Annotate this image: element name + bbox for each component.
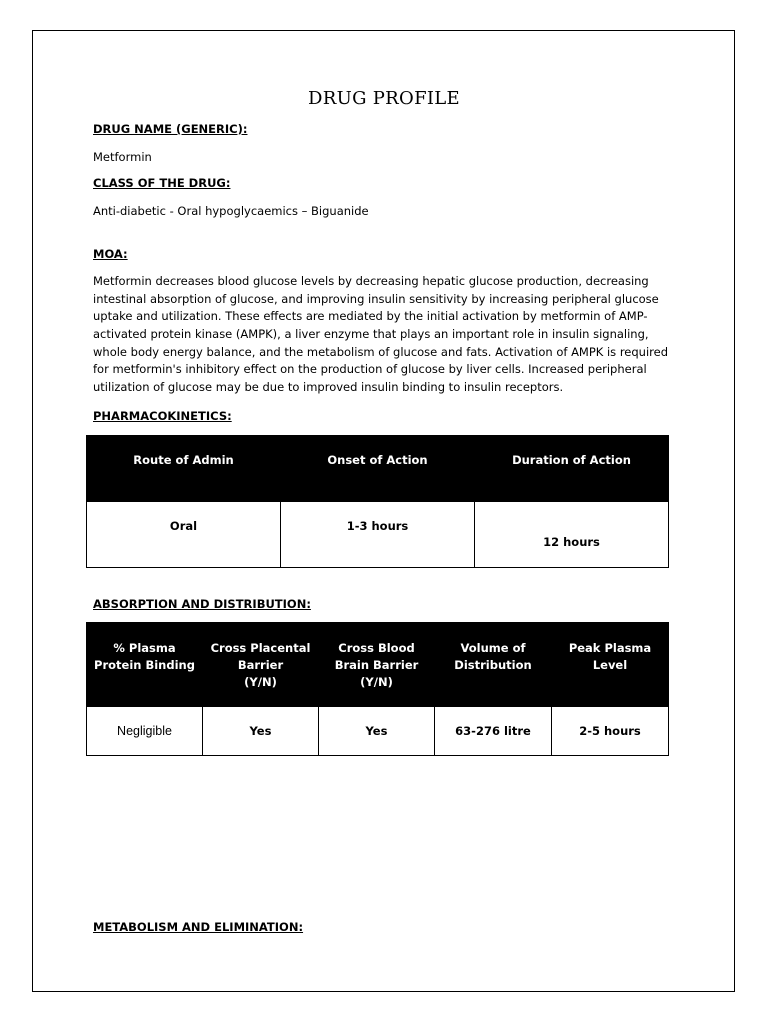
absorption-table [86,622,669,756]
moa-line: Metformin decreases blood glucose levels by decreasing hepatic glucose production, decreasing [93,274,649,288]
header-cross-placental-barrier: Cross Placental Barrier (Y/N) [203,623,319,707]
moa-heading: MOA: [93,247,128,261]
header-route-of-admin: Route of Admin [87,436,281,502]
header-onset-of-action: Onset of Action [281,436,475,502]
metabolism-heading: METABOLISM AND ELIMINATION: [93,920,304,934]
table-header-row [87,623,669,707]
moa-line: utilization of glucose may be due to improved insulin binding to insulin receptors. [93,380,564,395]
table-row [87,707,669,756]
drug-class-heading: CLASS OF THE DRUG: [93,176,231,190]
header-plasma-protein-binding: % Plasma Protein Binding [87,623,203,707]
page-title: DRUG PROFILE [308,88,460,109]
moa-line: whole body energy balance, and the metabolism of glucose and fats. Activation of AMPK is required [93,344,669,359]
table-header-row [87,436,669,502]
cell-peak-plasma: 2-5 hours [552,707,669,756]
moa-paragraph [93,273,673,397]
pharmacokinetics-table [86,435,669,568]
cell-volume: 63-276 litre [435,707,552,756]
header-cross-blood-brain-barrier: Cross Blood Brain Barrier (Y/N) [319,623,435,707]
moa-line: activated protein kinase (AMPK), a liver enzyme that plays an important role in insulin signaling, [93,327,649,342]
absorption-heading: ABSORPTION AND DISTRIBUTION: [93,597,311,611]
cell-protein-binding: Negligible [87,707,203,756]
moa-line: intestinal absorption of glucose, and improving insulin sensitivity by increasing peripheral glucose [93,291,659,306]
moa-line: uptake and utilization. These effects are mediated by the initial activation by metformin of AMP- [93,309,648,324]
table-row [87,502,669,568]
cell-route: Oral [87,502,281,568]
header-peak-plasma-level: Peak Plasma Level [552,623,669,707]
drug-class-value: Anti-diabetic - Oral hypoglycaemics – Biguanide [93,204,369,218]
cell-onset: 1-3 hours [281,502,475,568]
header-volume-of-distribution: Volume of Distribution [435,623,552,707]
cell-duration: 12 hours [475,502,669,568]
header-duration-of-action: Duration of Action [475,436,669,502]
pharmacokinetics-heading: PHARMACOKINETICS: [93,409,232,423]
moa-line: for metformin's inhibitory effect on the production of glucose by liver cells. Increased peripheral [93,362,647,377]
cell-placental: Yes [203,707,319,756]
cell-blood-brain: Yes [319,707,435,756]
drug-name-heading: DRUG NAME (GENERIC): [93,122,248,136]
drug-name-value: Metformin [93,150,152,164]
